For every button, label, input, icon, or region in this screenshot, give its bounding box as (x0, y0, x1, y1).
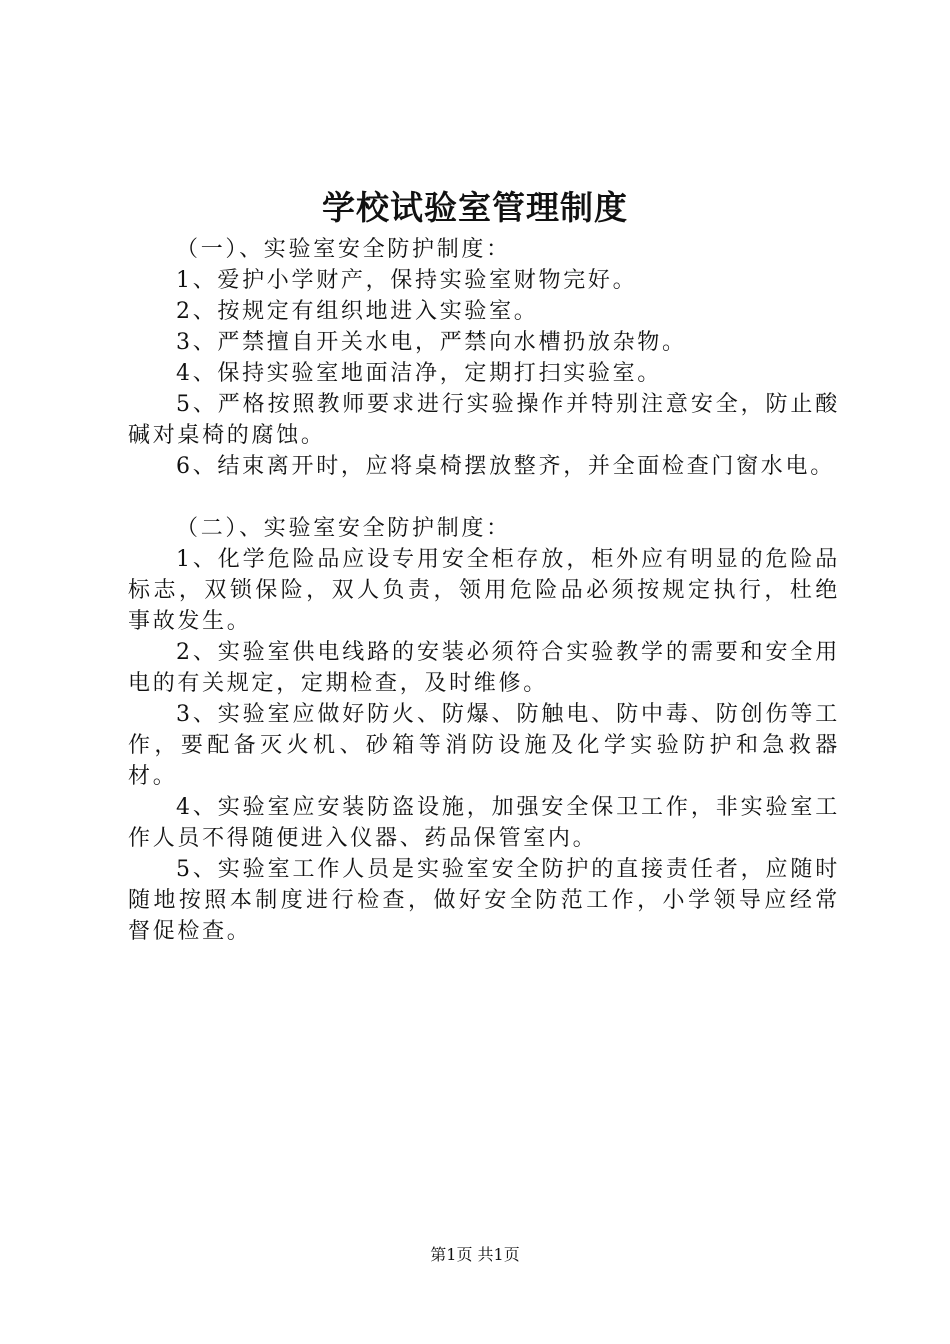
section-2-item: 3、实验室应做好防火、防爆、防触电、防中毒、防创伤等工作，要配备灭火机、砂箱等消防设施及化学实验防护和急救器材。 (128, 702, 840, 789)
section-1-item: 5、严格按照教师要求进行实验操作并特别注意安全，防止酸碱对桌椅的腐蚀。 (128, 392, 840, 448)
section-2-item: 1、化学危险品应设专用安全柜存放，柜外应有明显的危险品标志，双锁保险，双人负责，领用危险品必须按规定执行，杜绝事故发生。 (128, 547, 840, 634)
section-1-item: 3、严禁擅自开关水电，严禁向水槽扔放杂物。 (176, 330, 687, 355)
section-1-heading: （一）、实验室安全防护制度： (176, 237, 511, 262)
document-title: 学校试验室管理制度 (322, 188, 628, 227)
section-2-item: 4、实验室应安装防盗设施，加强安全保卫工作，非实验室工作人员不得随便进入仪器、药品保管室内。 (128, 795, 840, 851)
section-spacer (128, 482, 840, 513)
section-1-item: 2、按规定有组织地进入实验室。 (176, 299, 539, 324)
document-body (128, 234, 840, 947)
section-1-item: 1、爱护小学财产，保持实验室财物完好。 (176, 268, 638, 293)
page-footer: 第1页 共1页 (430, 1245, 520, 1264)
section-2-heading: （二）、实验室安全防护制度： (176, 516, 511, 541)
section-2-item: 2、实验室供电线路的安装必须符合实验教学的需要和安全用电的有关规定，定期检查，及时维修。 (128, 640, 840, 696)
section-2-item: 5、实验室工作人员是实验室安全防护的直接责任者，应随时随地按照本制度进行检查，做好安全防范工作，小学领导应经常督促检查。 (128, 857, 840, 944)
section-1-item: 6、结束离开时，应将桌椅摆放整齐，并全面检查门窗水电。 (176, 454, 835, 479)
section-1-item: 4、保持实验室地面洁净，定期打扫实验室。 (176, 361, 662, 386)
